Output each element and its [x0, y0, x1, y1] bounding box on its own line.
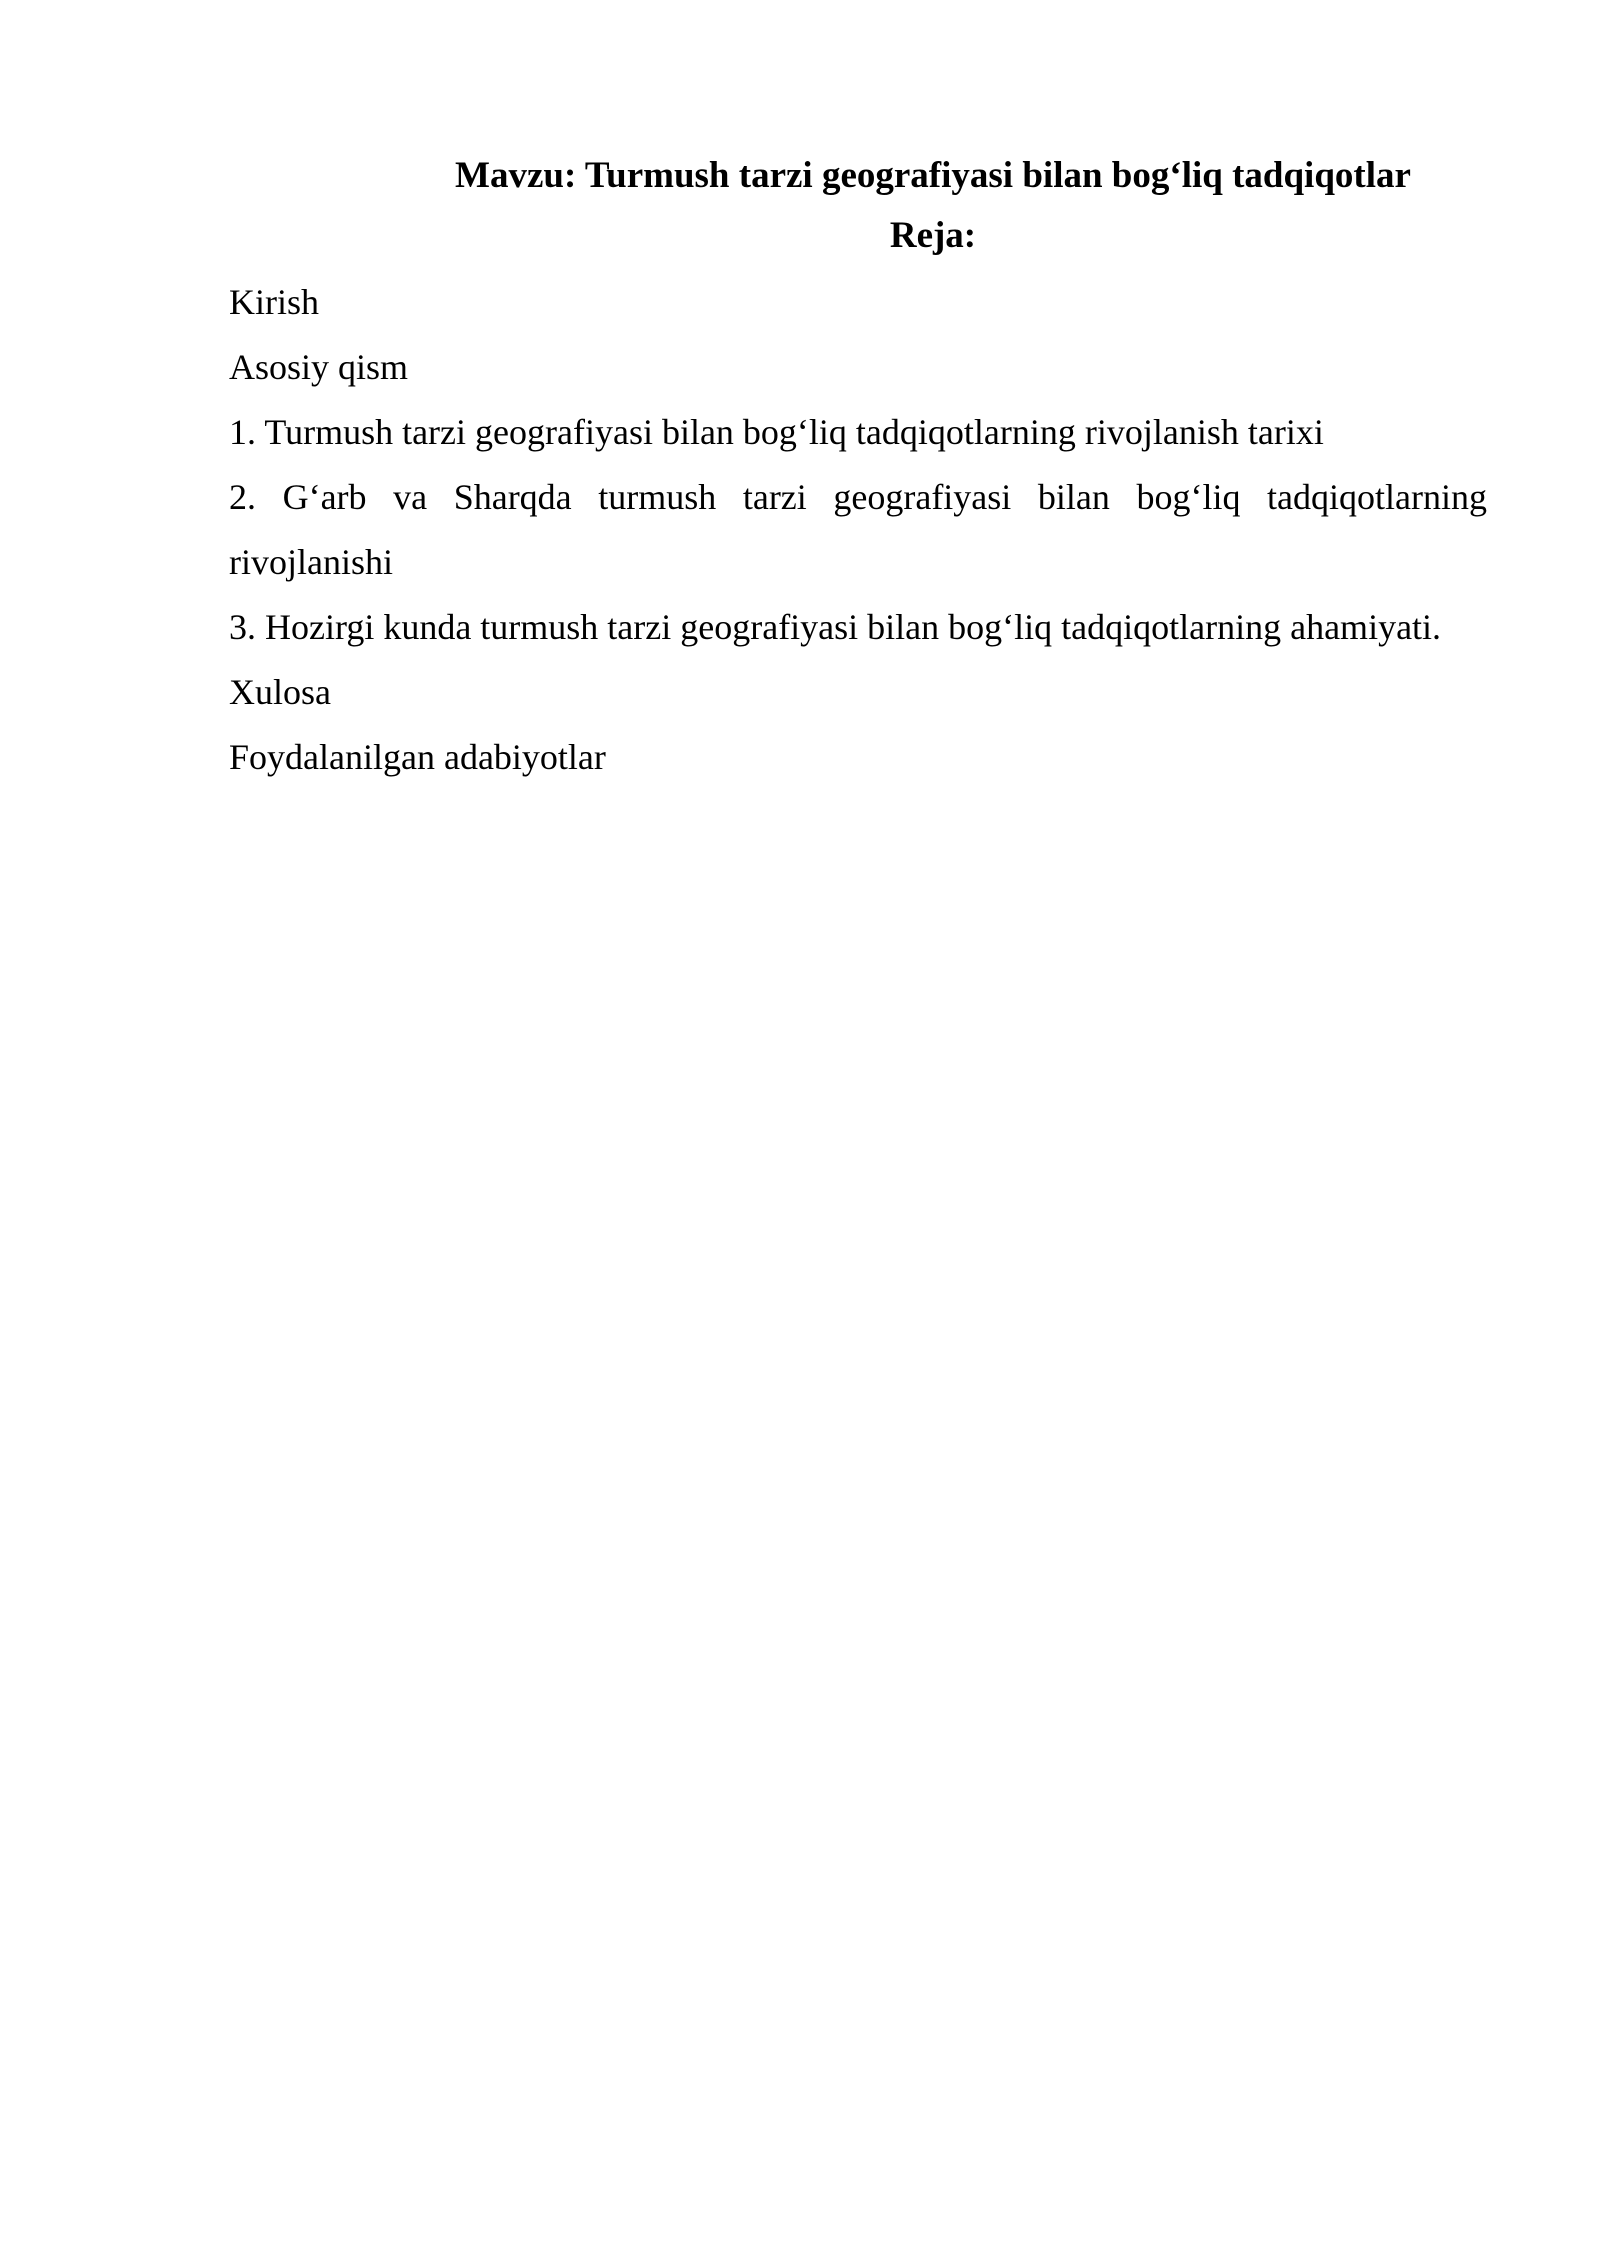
document-title: Mavzu: Turmush tarzi geografiyasi bilan bog‘liq tadqiqotlar [455, 155, 1411, 196]
plan-item-main-part: Asosiy qism [229, 347, 409, 387]
plan-heading: Reja: [889, 215, 977, 256]
plan-item-references: Foydalanilgan adabiyotlar [229, 737, 606, 777]
plan-item-conclusion: Xulosa [229, 672, 331, 712]
plan-item-introduction: Kirish [229, 282, 319, 322]
document-content [229, 148, 1487, 790]
plan-item-3: 3. Hozirgi kunda turmush tarzi geografiyasi bilan bog‘liq tadqiqotlarning ahamiyati. [229, 607, 1442, 647]
plan-item-2-line-2: rivojlanishi [229, 542, 393, 582]
plan-item-1: 1. Turmush tarzi geografiyasi bilan bog‘liq tadqiqotlarning rivojlanish tarixi [229, 412, 1324, 452]
plan-item-2-line-1: 2. G‘arb va Sharqda turmush tarzi geografiyasi bilan bog‘liq tadqiqotlarning [229, 477, 1487, 517]
